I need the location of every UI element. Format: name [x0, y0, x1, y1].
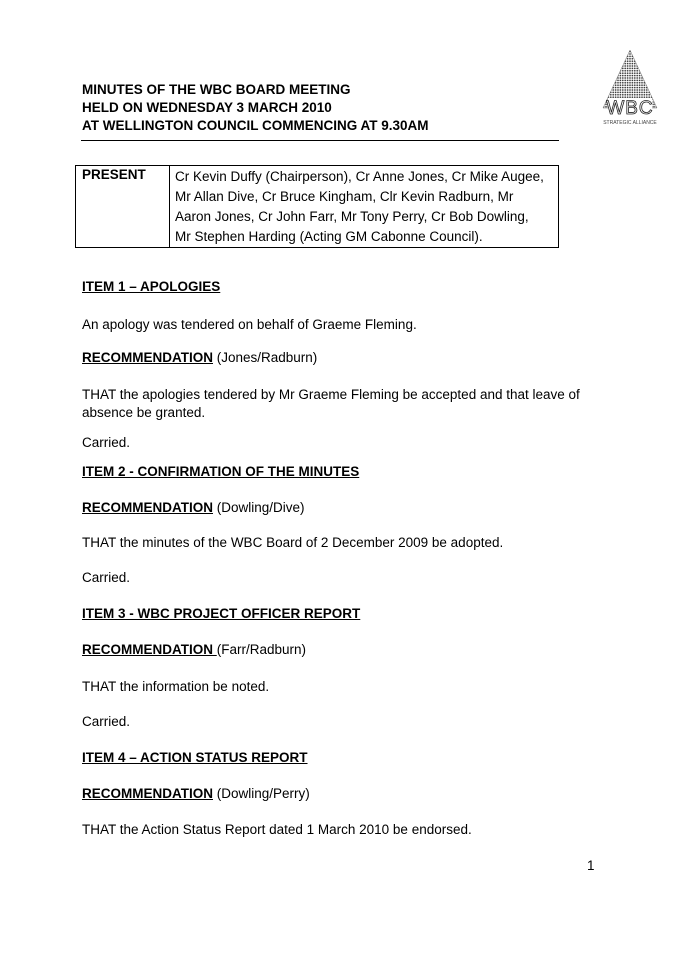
recommendation-label: RECOMMENDATION: [82, 500, 213, 515]
wbc-logo: [600, 48, 660, 132]
logo-subtext: STRATEGIC ALLIANCE: [603, 120, 657, 126]
item3-outcome: Carried.: [82, 714, 131, 729]
item3-recommendation: [82, 642, 306, 657]
recommendation-movers: (Farr/Radburn): [216, 642, 307, 657]
recommendation-label: RECOMMENDATION: [82, 350, 213, 365]
recommendation-movers: (Dowling/Perry): [213, 786, 310, 801]
item1-recommendation: [82, 350, 317, 365]
title-line-3: AT WELLINGTON COUNCIL COMMENCING AT 9.30AM: [82, 118, 429, 133]
present-label: PRESENT: [82, 167, 146, 182]
item4-heading: ITEM 4 – ACTION STATUS REPORT: [82, 750, 308, 765]
item1-text: An apology was tendered on behalf of Graeme Fleming.: [82, 317, 417, 332]
item1-resolution-line-1: THAT the apologies tendered by Mr Graeme Fleming be accepted and that leave of: [82, 387, 580, 402]
attendees-line: Mr Allan Dive, Cr Bruce Kingham, Clr Kevin Radburn, Mr: [175, 189, 514, 204]
recommendation-movers: (Dowling/Dive): [213, 500, 305, 515]
item3-resolution: THAT the information be noted.: [82, 679, 270, 694]
logo-text: WBC: [606, 98, 654, 119]
present-table-divider: [169, 166, 170, 247]
item1-resolution-line-2: absence be granted.: [82, 405, 206, 420]
item2-resolution: THAT the minutes of the WBC Board of 2 December 2009 be adopted.: [82, 535, 504, 550]
title-line-2: HELD ON WEDNESDAY 3 MARCH 2010: [82, 100, 332, 115]
attendees-line: Cr Kevin Duffy (Chairperson), Cr Anne Jones, Cr Mike Augee,: [175, 169, 544, 184]
item4-resolution: THAT the Action Status Report dated 1 March 2010 be endorsed.: [82, 822, 472, 837]
recommendation-movers: (Jones/Radburn): [213, 350, 318, 365]
title-line-1: MINUTES OF THE WBC BOARD MEETING: [82, 82, 351, 97]
recommendation-label: RECOMMENDATION: [82, 786, 213, 801]
item1-outcome: Carried.: [82, 435, 131, 450]
page-number: 1: [587, 858, 595, 873]
attendees-line: Aaron Jones, Cr John Farr, Mr Tony Perry, Cr Bob Dowling,: [175, 209, 529, 224]
item2-recommendation: [82, 500, 305, 515]
recommendation-label: RECOMMENDATION: [82, 642, 217, 657]
item4-recommendation: [82, 786, 310, 801]
wbc-logo-icon: [600, 48, 660, 132]
header-rule: [81, 140, 559, 141]
present-table: [75, 165, 559, 248]
item2-outcome: Carried.: [82, 570, 131, 585]
attendees-line: Mr Stephen Harding (Acting GM Cabonne Council).: [175, 229, 483, 244]
item3-heading: ITEM 3 - WBC PROJECT OFFICER REPORT: [82, 606, 361, 621]
item2-heading: ITEM 2 - CONFIRMATION OF THE MINUTES: [82, 464, 360, 479]
present-attendees: [175, 167, 559, 247]
item1-heading: ITEM 1 – APOLOGIES: [82, 279, 221, 294]
